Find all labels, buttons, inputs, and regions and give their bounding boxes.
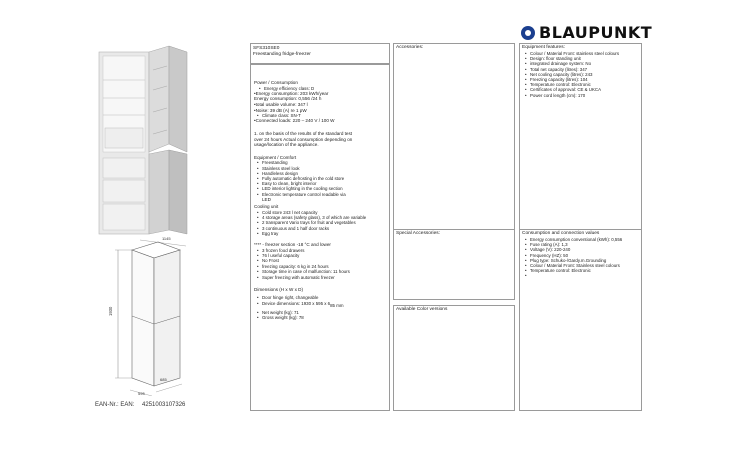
freezer-item: • No Frost bbox=[254, 258, 386, 263]
equipment-item: • Stainless steel look bbox=[254, 166, 386, 171]
freezer-item: • 3 frozen food drawers bbox=[254, 248, 386, 253]
power-list bbox=[254, 113, 386, 118]
cooling-title: Cooling unit bbox=[254, 204, 279, 210]
power-item: • Energy efficiency class: D bbox=[256, 86, 386, 91]
equipment-item: • Electronic temperature control readable via bbox=[254, 192, 386, 197]
ean-value: 4251003107326 bbox=[142, 402, 186, 408]
dimension-drawing-image bbox=[100, 236, 250, 396]
equipment-item: • Fully automatic defrosting in the cold store bbox=[254, 176, 386, 181]
freezer-item: • 76 l useful capacity bbox=[254, 253, 386, 258]
freezer-item: • Super freezing with automatic freezer bbox=[254, 275, 386, 280]
width-dimension-label: 595 bbox=[138, 391, 145, 396]
brand-name: BLAUPUNKT bbox=[539, 23, 653, 42]
feature-item: • Freezing capacity (litres): 104 bbox=[522, 77, 639, 82]
brand-logo bbox=[520, 23, 652, 42]
note-line: usage/location of the appliance. bbox=[254, 142, 319, 148]
equipment-title: Equipment / Comfort bbox=[254, 154, 297, 160]
equipment-item: • LED interior lighting in the cooling section bbox=[254, 186, 386, 191]
freezer-title: **** - freezer section -18 °C and lower bbox=[254, 241, 331, 247]
consumption-item: • Voltage (V): 220-240 bbox=[522, 247, 639, 252]
consumption-list bbox=[522, 237, 639, 273]
power-item: • Climate class: SN-T bbox=[254, 113, 386, 118]
consumption-box bbox=[519, 229, 642, 411]
feature-item: • Colour / Material Front: stainless steel colours bbox=[522, 51, 639, 56]
power-section bbox=[254, 80, 386, 124]
special-accessories-title: Special Accessories: bbox=[396, 231, 440, 236]
dimensions-section bbox=[254, 287, 386, 320]
device-dimensions: Device dimensions: 1930 x 595 x 6 bbox=[262, 300, 331, 306]
features-list bbox=[522, 51, 639, 98]
power-note bbox=[254, 131, 386, 148]
weights-list bbox=[254, 310, 386, 320]
ean-row bbox=[95, 402, 185, 408]
freezer-list-secondary bbox=[254, 264, 386, 280]
power-line: •Connected loads: 220 – 240 V / 100 W bbox=[254, 118, 335, 124]
fridge-photo-image bbox=[95, 40, 250, 235]
power-line: •Energy consumption: 203 kWh/year bbox=[254, 90, 329, 96]
equipment-features-box bbox=[519, 43, 642, 230]
consumption-item: • Energy consumption conventional (kWh): 0,556 bbox=[522, 237, 639, 242]
dimensions-list bbox=[254, 295, 386, 308]
ean-label: EAN-Nr.: EAN: bbox=[95, 402, 135, 408]
weight-item: • Gross weight (kg): 78 bbox=[254, 315, 386, 320]
feature-item: • Total net capacity (litres): 347 bbox=[522, 67, 639, 72]
cooling-item: • 3 continuous and 1 half door racks bbox=[254, 226, 386, 231]
product-photo bbox=[95, 40, 250, 235]
dimensions-item bbox=[254, 301, 386, 306]
consumption-title: Consumption and connection values bbox=[522, 231, 600, 236]
dimension-drawing bbox=[100, 236, 250, 396]
product-model: SFS310SE0 bbox=[253, 46, 280, 51]
dimensions-title: Dimensions (H x W x D) bbox=[254, 286, 304, 292]
note-line: over 24 hours Actual consumption depending on bbox=[254, 136, 353, 142]
consumption-item: • Colour / Material Front: Stainless steel colours bbox=[522, 263, 639, 268]
power-list bbox=[254, 86, 386, 91]
dimensions-item: • Door hinge right, changeable bbox=[254, 295, 386, 300]
freezer-list bbox=[254, 248, 386, 264]
equipment-item: • Freestanding bbox=[254, 160, 386, 165]
power-line: Energy consumption: 0,556 /24 h bbox=[254, 96, 322, 102]
equipment-section bbox=[254, 155, 386, 203]
weight-item: • Net weight (kg): 71 bbox=[254, 310, 386, 315]
color-versions-title: Available Color versions bbox=[396, 307, 448, 312]
cooling-item: • Cold store 243 l net capacity bbox=[254, 210, 386, 215]
cooling-item: • Egg tray bbox=[254, 231, 386, 236]
note-line: 1. on the basis of the results of the standard test bbox=[254, 130, 353, 136]
equipment-item: • Easy to clean, bright interior bbox=[254, 181, 386, 186]
product-details-box bbox=[250, 64, 390, 411]
device-depth: 85 mm bbox=[330, 302, 344, 308]
top-dimension-label: 1145 bbox=[162, 236, 171, 241]
depth-dimension-label: 685 bbox=[160, 377, 167, 382]
product-type: Freestanding fridge-freezer bbox=[253, 52, 311, 57]
accessories-title: Accessories: bbox=[396, 45, 424, 50]
feature-item: • Power cord length (cm): 170 bbox=[522, 93, 639, 98]
cooling-list bbox=[254, 210, 386, 236]
feature-item: • Net cooling capacity (litres): 243 bbox=[522, 72, 639, 77]
consumption-item: • Frequency (HZ): 50 bbox=[522, 253, 639, 258]
freezer-item: • Storage time in case of malfunction: 11 hours bbox=[254, 269, 386, 274]
height-dimension-label: 1930 bbox=[108, 306, 113, 316]
power-title: Power / Consumption bbox=[254, 80, 298, 85]
color-versions-box bbox=[393, 305, 515, 411]
accessories-box bbox=[393, 43, 515, 230]
power-line: •total usable volume: 347 l bbox=[254, 101, 308, 107]
freezer-section bbox=[254, 242, 386, 280]
consumption-item: • Plug type: Schuko-/Gardy.m.Grounding bbox=[522, 258, 639, 263]
cooling-item: • 2 transparent Vario trays for fruit and vegetables bbox=[254, 220, 386, 225]
consumption-item: • Temperature control: Electronic bbox=[522, 268, 639, 273]
cooling-section bbox=[254, 204, 386, 236]
freezer-item: • freezing capacity: 6 kg in 24 hours bbox=[254, 264, 386, 269]
product-header-box bbox=[250, 43, 390, 64]
cooling-item: • 4 storage areas (safety glass), 3 of which are variable bbox=[254, 215, 386, 220]
feature-item: • integrated drainage system: No bbox=[522, 61, 639, 66]
equipment-item: • Handleless design bbox=[254, 171, 386, 176]
feature-item: • Temperature control: Electronic bbox=[522, 82, 639, 87]
feature-item: • Certificates of approval: CE & UKCA bbox=[522, 87, 639, 92]
blaupunkt-dot-icon bbox=[520, 25, 536, 41]
equipment-continuation: LED bbox=[262, 196, 271, 202]
special-accessories-box bbox=[393, 229, 515, 300]
feature-item: • Design: floor standing unit bbox=[522, 56, 639, 61]
features-title: Equipment features: bbox=[522, 45, 565, 50]
consumption-item: • Fuse rating (A): 1,3 bbox=[522, 242, 639, 247]
equipment-list bbox=[254, 160, 386, 196]
power-line: •Noise: 39 dB (A) re 1 pW bbox=[254, 107, 307, 113]
